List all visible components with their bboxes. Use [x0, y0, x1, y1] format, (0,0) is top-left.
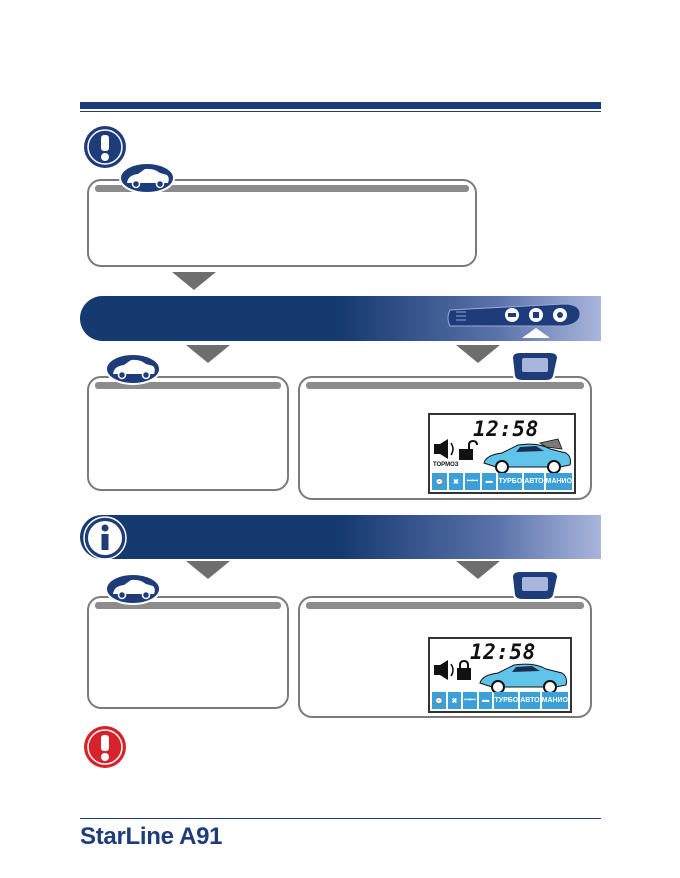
- warning-icon: [82, 724, 128, 770]
- section-banner-info: [80, 515, 601, 559]
- arrow-down: [456, 561, 500, 579]
- lcd-display: [428, 413, 576, 494]
- lcd-tab-service: ▬: [479, 692, 493, 709]
- lcd-tab-turbo: ТУРБО: [494, 692, 518, 709]
- car-image: [480, 437, 572, 475]
- brand-footer: StarLine A91: [80, 823, 223, 850]
- lcd-tab-heater: ꟷꟷ: [463, 692, 477, 709]
- header-rule: [80, 102, 601, 109]
- lcd-tab-heater: ꟷꟷ: [465, 473, 480, 490]
- lcd-tab-auto: АВТО: [524, 473, 543, 490]
- arrow-down: [186, 345, 230, 363]
- lcd-tab-manual: МАНИО: [546, 473, 572, 490]
- arrow-down: [172, 272, 216, 290]
- lcd-display: [428, 637, 572, 713]
- box-header-bar: [306, 602, 584, 609]
- lcd-tab-clock: ⌚: [432, 473, 447, 490]
- lcd-tab-service: ▬: [482, 473, 497, 490]
- lcd-status: ТОРМОЗ: [433, 462, 459, 468]
- car-icon: [104, 572, 162, 606]
- lcd-tab-manual: МАНИО: [542, 692, 568, 709]
- fob-icon: [444, 300, 584, 344]
- arrow-down: [186, 561, 230, 579]
- car-icon: [118, 161, 176, 195]
- car-icon: [104, 352, 162, 386]
- lcd-tab-tools: ✖: [448, 692, 462, 709]
- lcd-menu: [432, 692, 568, 709]
- lcd-tab-auto: АВТО: [520, 692, 539, 709]
- lcd-tab-turbo: ТУРБО: [498, 473, 522, 490]
- lcd-time: 12:58: [473, 417, 539, 441]
- header-rule-thin: [80, 111, 601, 112]
- fob-icon: [508, 348, 562, 384]
- footer-rule: [80, 818, 601, 819]
- lcd-tab-clock: ⌚: [432, 692, 446, 709]
- car-image: [476, 659, 568, 695]
- fob-icon: [508, 567, 562, 603]
- lock-icon: [454, 659, 476, 681]
- lcd-time: 12:58: [470, 640, 536, 664]
- lcd-tab-tools: ✖: [449, 473, 464, 490]
- unlock-icon: [456, 439, 478, 461]
- info-box-car-2: [87, 596, 289, 709]
- lcd-menu: [432, 473, 572, 490]
- arrow-down: [456, 345, 500, 363]
- info-icon: [82, 515, 128, 561]
- info-box-car-1: [87, 376, 289, 491]
